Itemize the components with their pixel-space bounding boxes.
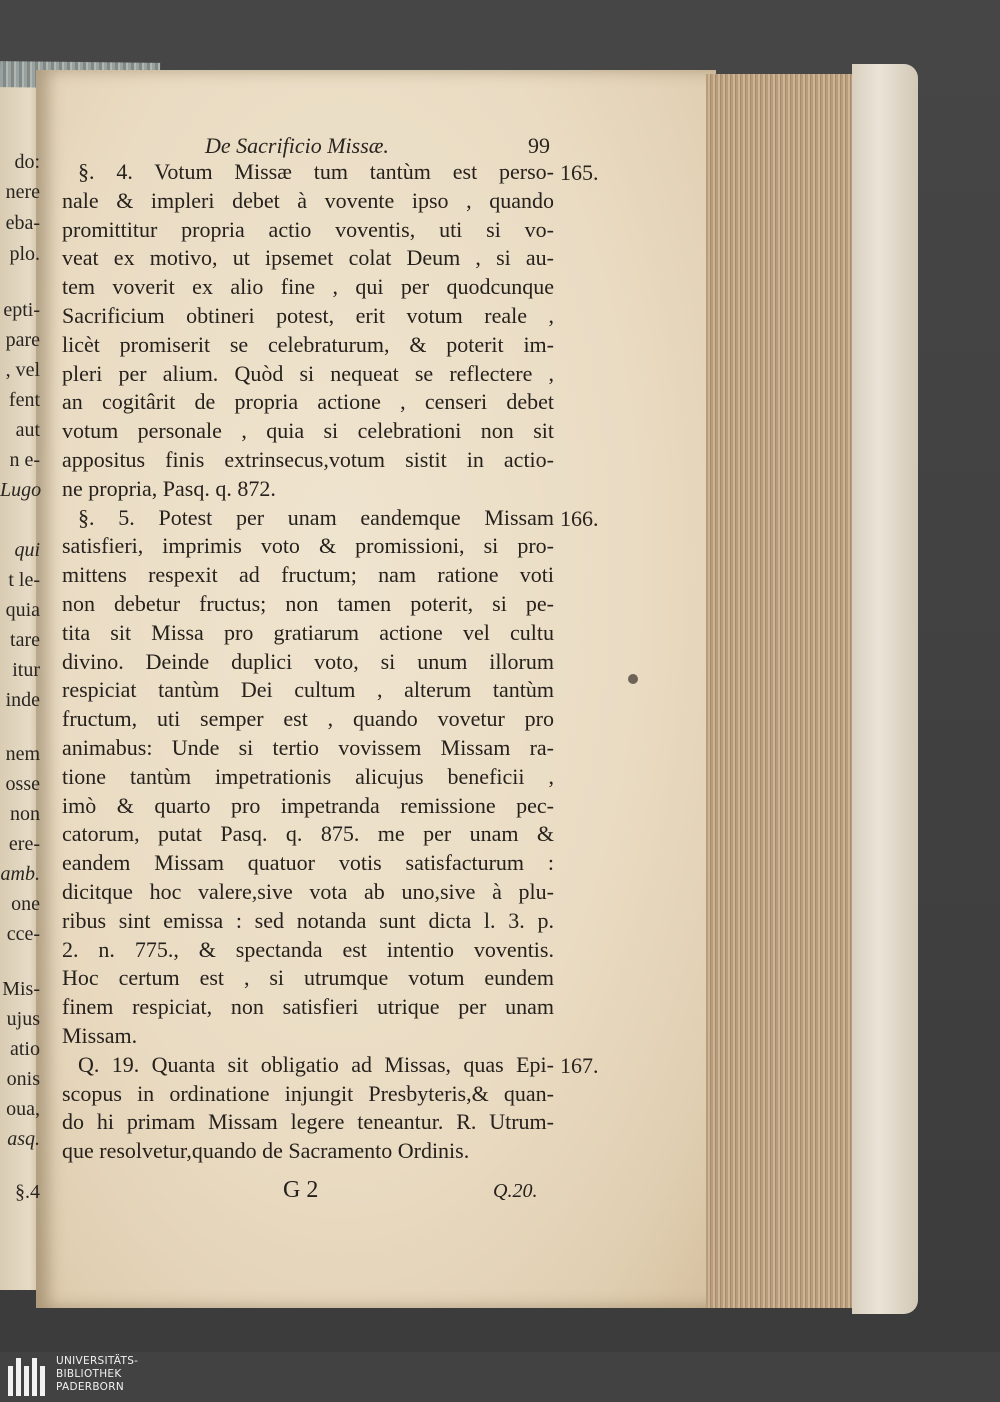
text-line: dicitque hoc valere,sive vota ab uno,sive à plu- — [62, 878, 554, 904]
left-page-fragment: osse — [5, 773, 40, 795]
left-page-fragment: asq. — [7, 1128, 40, 1150]
ink-spot — [628, 674, 638, 684]
left-page-fragment: oua, — [6, 1098, 40, 1120]
text-line: non debetur fructus; non tamen poterit, si pe- — [62, 590, 554, 616]
library-name-line: UNIVERSITÄTS- — [56, 1355, 139, 1367]
text-line: veat ex motivo, ut ipsemet colat Deum , si au- — [62, 245, 554, 271]
text-line: Sacrificium obtineri potest, erit votum reale , — [62, 302, 554, 328]
text-line: 2. n. 775., & spectanda est intentio voventis. — [62, 936, 554, 962]
left-page-fragment: fent — [8, 389, 40, 411]
left-page-fragment: amb. — [0, 863, 40, 885]
left-page-fragment: non — [10, 803, 40, 825]
left-page-fragment: atio — [10, 1038, 40, 1060]
left-page-fragment: ere- — [8, 833, 40, 855]
page-number: 99 — [528, 133, 550, 158]
left-page-fragment: t le- — [8, 569, 40, 591]
text-line: Missam. — [62, 1022, 138, 1048]
text-line: §. 5. Potest per unam eandemque Missam — [78, 504, 554, 530]
book-cover — [852, 64, 918, 1314]
library-logo-icon — [8, 1358, 50, 1396]
left-page-fragment: ujus — [6, 1008, 40, 1030]
text-line: animabus: Unde si tertio vovissem Missam ra- — [62, 734, 554, 760]
text-line: tita sit Missa pro gratiarum actione vel cultu — [62, 619, 554, 645]
text-line: mittens respexit ad fructum; nam ratione voti — [62, 562, 554, 588]
footer-bar — [0, 1352, 1000, 1402]
left-page-fragment: Lugo — [0, 479, 42, 501]
signature-mark: G 2 — [283, 1177, 319, 1203]
left-page-fragment: epti- — [3, 299, 40, 321]
page-fore-edge — [706, 74, 860, 1308]
text-line: fructum, uti semper est , quando vovetur pro — [62, 706, 554, 732]
left-page-fragment: Mis- — [2, 978, 40, 1000]
text-line: respiciat tantùm Dei cultum , alterum tantùm — [62, 677, 554, 703]
left-page-fragment: quia — [5, 599, 40, 621]
left-page-fragment: nem — [5, 743, 40, 765]
margin-number: 165. — [560, 160, 599, 185]
text-line: que resolvetur,quando de Sacramento Ordinis. — [62, 1138, 470, 1164]
left-page-fragment: cce- — [6, 923, 40, 945]
text-line: ne propria, Pasq. q. 872. — [62, 475, 276, 501]
text-line: tem voverit ex alio fine , qui per quodcunque — [62, 274, 554, 300]
text-line: an cogitârit de propria actione , censeri debet — [62, 389, 554, 415]
left-page-fragment: inde — [5, 689, 40, 711]
margin-number: 166. — [560, 506, 599, 531]
left-page-fragment: aut — [15, 419, 40, 441]
text-line: §. 4. Votum Missæ tum tantùm est perso- — [78, 159, 554, 184]
left-page-fragment: nere — [5, 181, 40, 203]
text-line: licèt promiserit se celebraturum, & poterit im- — [62, 331, 554, 357]
library-name — [56, 1355, 138, 1394]
text-line: imò & quarto pro impetranda remissione pec- — [62, 792, 554, 818]
left-page-fragment: qui — [14, 539, 40, 561]
left-page-fragment: itur — [12, 659, 40, 681]
left-page-fragment: n e- — [9, 449, 40, 471]
text-line: finem respiciat, non satisfieri utrique per unam — [62, 994, 554, 1020]
left-page-fragment: eba- — [5, 212, 40, 234]
left-page-fragment: tare — [10, 629, 40, 651]
text-line: scopus in ordinatione injungit Presbyteris,& quan- — [62, 1080, 554, 1106]
text-line: nale & impleri debet à vovente ipso , quando — [62, 187, 554, 213]
text-line: Q. 19. Quanta sit obligatio ad Missas, quas Epi- — [78, 1051, 554, 1077]
left-page-fragment: do: — [14, 151, 40, 173]
text-line: ribus sint emissa : sed notanda sunt dicta l. 3. p. — [62, 907, 554, 933]
catchword: Q.20. — [493, 1180, 538, 1202]
left-page-fragment: one — [11, 893, 40, 915]
text-line: eandem Missam quatuor votis satisfacturum : — [62, 850, 554, 876]
text-line: divino. Deinde duplici voto, si unum illorum — [62, 648, 554, 674]
text-line: pleri per alium. Quòd si nequeat se reflectere , — [62, 360, 554, 386]
library-name-line: BIBLIOTHEK — [56, 1368, 122, 1380]
body-text — [62, 158, 554, 1166]
margin-number: 167. — [560, 1053, 599, 1078]
text-line: votum personale , quia si celebrationi non sit — [62, 418, 554, 444]
left-page-fragment: §.4 — [15, 1181, 40, 1203]
text-line: satisfieri, imprimis voto & promissioni, si pro- — [62, 533, 554, 559]
text-line: Hoc certum est , si utrumque votum eundem — [62, 965, 554, 991]
left-page-fragment: plo. — [9, 243, 40, 265]
header-title: De Sacrificio Missæ. — [205, 133, 389, 158]
library-name-line: PADERBORN — [56, 1381, 124, 1393]
text-line: promittitur propria actio voventis, uti si vo- — [62, 216, 554, 242]
left-page-fragment: pare — [5, 329, 40, 351]
text-line: do hi primam Missam legere teneantur. R. Utrum- — [62, 1109, 554, 1135]
text-line: catorum, putat Pasq. q. 875. me per unam & — [62, 821, 554, 847]
text-line: appositus finis extrinsecus,votum sistit in actio- — [62, 446, 554, 472]
left-page-fragment: onis — [6, 1068, 40, 1090]
left-page-fragment: , vel — [5, 359, 40, 381]
text-line: tione tantùm impetrationis alicujus beneficii , — [62, 763, 554, 789]
